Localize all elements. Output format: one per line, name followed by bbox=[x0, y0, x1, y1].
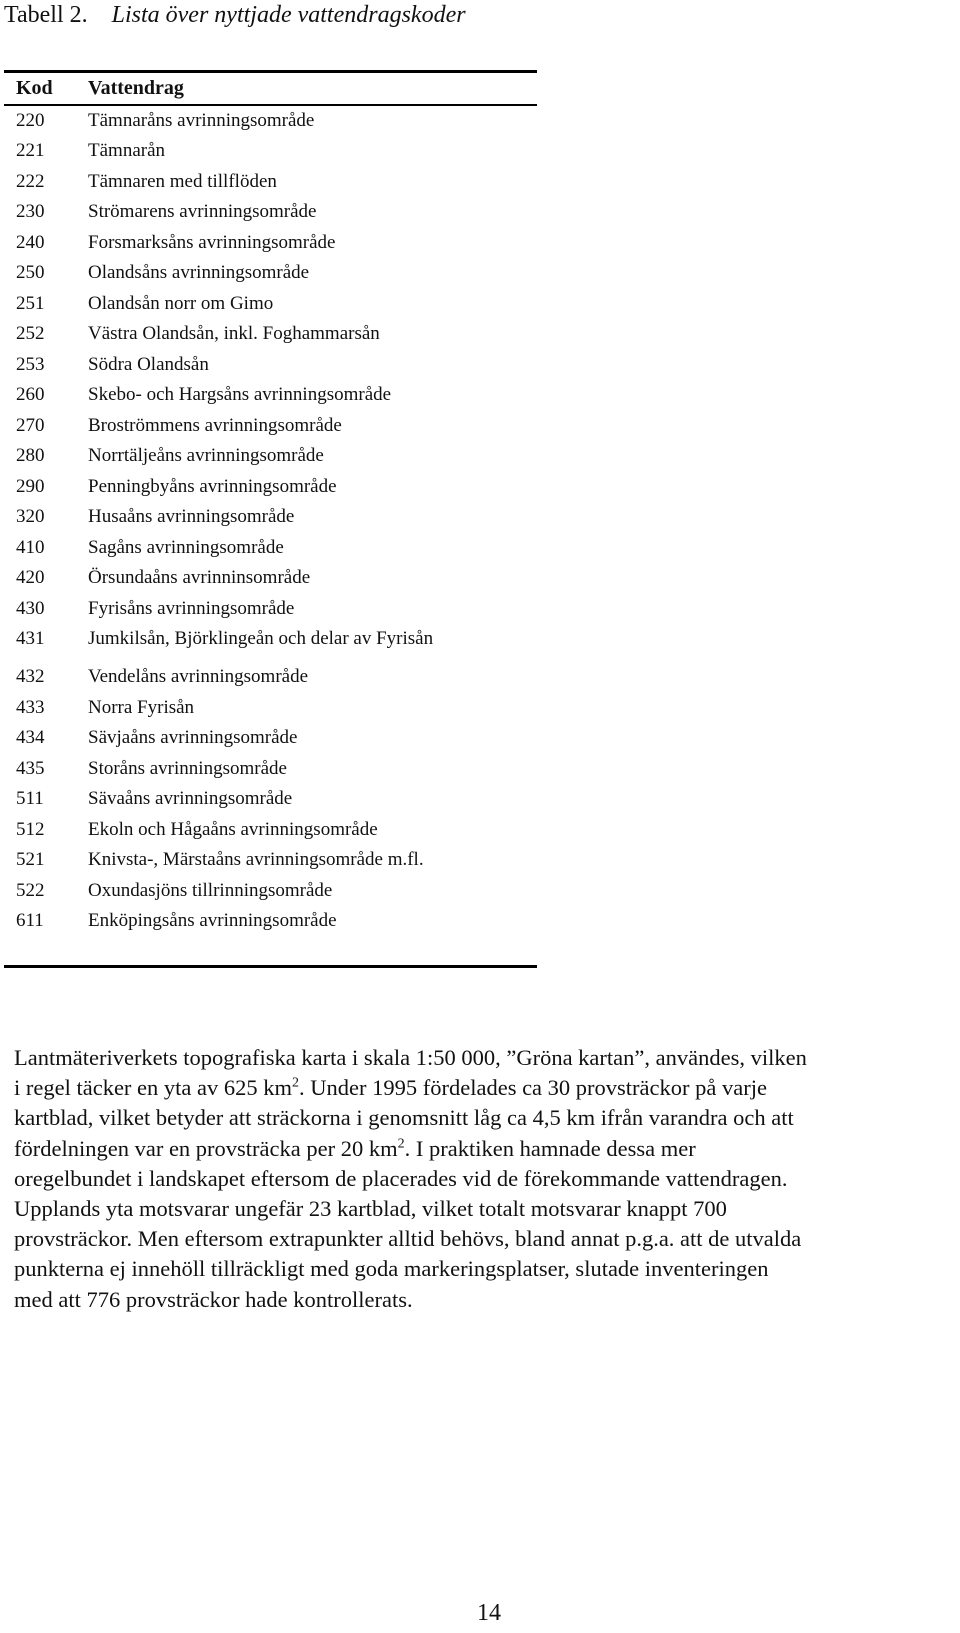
paragraph-line: oregelbundet i landskapet eftersom de placerades vid de förekommande vattendragen. bbox=[14, 1165, 788, 1191]
row-code: 280 bbox=[16, 445, 45, 466]
paragraph-line: kartblad, vilket betyder att sträckorna i genomsnitt låg ca 4,5 km ifrån varandra och att bbox=[14, 1105, 794, 1131]
table-row bbox=[4, 905, 537, 936]
table-row bbox=[4, 440, 537, 471]
paragraph-line: i regel täcker en yta av 625 $km^2$. Under 1995 fördelades ca 30 provsträckor på varje bbox=[14, 1075, 767, 1101]
row-name: Skebo- och Hargsåns avrinningsområde bbox=[88, 384, 392, 405]
table-row bbox=[4, 135, 537, 166]
paragraph-line: med att 776 provsträckor hade kontrollerats. bbox=[14, 1286, 413, 1312]
row-name: Sagåns avrinningsområde bbox=[88, 537, 284, 558]
row-code: 410 bbox=[16, 537, 45, 558]
row-code: 420 bbox=[16, 567, 45, 588]
paragraph-line: provsträckor. Men eftersom extrapunkter alltid behövs, bland annat p.g.a. att de utvalda bbox=[14, 1226, 802, 1252]
row-code: 290 bbox=[16, 476, 45, 497]
row-name: Knivsta-, Märstaåns avrinningsområde m.fl. bbox=[88, 849, 424, 870]
row-code: 253 bbox=[16, 354, 45, 375]
table-row bbox=[4, 532, 537, 563]
row-code: 250 bbox=[16, 262, 45, 283]
table-row bbox=[4, 379, 537, 410]
row-name: Enköpingsåns avrinningsområde bbox=[88, 910, 337, 931]
row-name: Olandsåns avrinningsområde bbox=[88, 262, 310, 283]
row-code: 512 bbox=[16, 819, 45, 840]
page-number: 14 bbox=[477, 1600, 501, 1626]
row-code: 220 bbox=[16, 110, 45, 131]
caption-label: Tabell 2. bbox=[4, 2, 88, 28]
paragraph-line: fördelningen var en provsträcka per 20 $km^2$. I praktiken hamnade dessa mer bbox=[14, 1135, 696, 1161]
row-name: Vendelåns avrinningsområde bbox=[88, 666, 309, 687]
row-name: Broströmmens avrinningsområde bbox=[88, 415, 342, 436]
row-code: 270 bbox=[16, 415, 45, 436]
paragraph-line: Lantmäteriverkets topografiska karta i skala 1:50 000, ”Gröna kartan”, användes, vilken bbox=[14, 1045, 807, 1070]
row-name: Norrtäljeåns avrinningsområde bbox=[88, 445, 324, 466]
row-name: Sävaåns avrinningsområde bbox=[88, 788, 293, 809]
row-code: 251 bbox=[16, 293, 45, 314]
row-name: Jumkilsån, Björklingeån och delar av Fyrisån bbox=[88, 628, 434, 649]
body-paragraph bbox=[14, 1043, 956, 1315]
table-row bbox=[4, 875, 537, 906]
row-code: 260 bbox=[16, 384, 45, 405]
table-row bbox=[4, 692, 537, 723]
table-row bbox=[4, 471, 537, 502]
row-name: Tämnaren med tillflöden bbox=[88, 171, 277, 192]
row-name: Örsundaåns avrinninsområde bbox=[88, 567, 311, 588]
row-name: Forsmarksåns avrinningsområde bbox=[88, 232, 336, 253]
table-row bbox=[4, 166, 537, 197]
row-code: 222 bbox=[16, 171, 45, 192]
row-code: 521 bbox=[16, 849, 45, 870]
row-code: 230 bbox=[16, 201, 45, 222]
row-code: 432 bbox=[16, 666, 45, 687]
row-name: Ekoln och Hågaåns avrinningsområde bbox=[88, 819, 378, 840]
row-name: Tämnarån bbox=[88, 140, 166, 161]
table-header bbox=[4, 72, 537, 104]
header-code: Kod bbox=[16, 77, 53, 99]
row-name: Storåns avrinningsområde bbox=[88, 758, 287, 779]
header-name: Vattendrag bbox=[88, 77, 184, 99]
table-row bbox=[4, 753, 537, 784]
table-row bbox=[4, 288, 537, 319]
table-caption bbox=[4, 0, 466, 30]
paragraph-line: Upplands yta motsvarar ungefär 23 kartblad, vilket totalt motsvarar knappt 700 bbox=[14, 1196, 727, 1222]
row-code: 320 bbox=[16, 506, 45, 527]
row-name: Olandsån norr om Gimo bbox=[88, 293, 274, 314]
table-row bbox=[4, 257, 537, 288]
row-code: 435 bbox=[16, 758, 45, 779]
table-row bbox=[4, 349, 537, 380]
row-name: Oxundasjöns tillrinningsområde bbox=[88, 880, 333, 901]
table-row bbox=[4, 844, 537, 875]
row-name: Södra Olandsån bbox=[88, 354, 209, 375]
table-row bbox=[4, 318, 537, 349]
row-name: Husaåns avrinningsområde bbox=[88, 506, 295, 527]
table-row bbox=[4, 562, 537, 593]
table-bottom-rule bbox=[4, 965, 537, 968]
row-code: 221 bbox=[16, 140, 45, 161]
row-name: Fyrisåns avrinningsområde bbox=[88, 598, 295, 619]
table-row bbox=[4, 783, 537, 814]
row-code: 611 bbox=[16, 910, 44, 931]
paragraph-line: punkterna ej innehöll tillräckligt med goda markeringsplatser, slutade inventeringen bbox=[14, 1256, 769, 1282]
row-name: Sävjaåns avrinningsområde bbox=[88, 727, 298, 748]
row-code: 434 bbox=[16, 727, 45, 748]
row-name: Norra Fyrisån bbox=[88, 697, 195, 718]
table-row bbox=[4, 623, 537, 654]
row-name: Västra Olandsån, inkl. Foghammarsån bbox=[88, 323, 380, 344]
row-code: 511 bbox=[16, 788, 44, 809]
table-row bbox=[4, 661, 537, 692]
row-code: 431 bbox=[16, 628, 45, 649]
caption-title: Lista över nyttjade vattendragskoder bbox=[111, 2, 466, 28]
row-code: 522 bbox=[16, 880, 45, 901]
table-row bbox=[4, 410, 537, 441]
table-row bbox=[4, 814, 537, 845]
row-name: Strömarens avrinningsområde bbox=[88, 201, 317, 222]
table-row bbox=[4, 227, 537, 258]
table-row bbox=[4, 196, 537, 227]
table-row bbox=[4, 722, 537, 753]
table-row bbox=[4, 105, 537, 136]
row-code: 433 bbox=[16, 697, 45, 718]
table-row bbox=[4, 593, 537, 624]
row-code: 252 bbox=[16, 323, 45, 344]
table-row bbox=[4, 501, 537, 532]
row-name: Penningbyåns avrinningsområde bbox=[88, 476, 337, 497]
row-code: 240 bbox=[16, 232, 45, 253]
row-name: Tämnaråns avrinningsområde bbox=[88, 110, 315, 131]
row-code: 430 bbox=[16, 598, 45, 619]
